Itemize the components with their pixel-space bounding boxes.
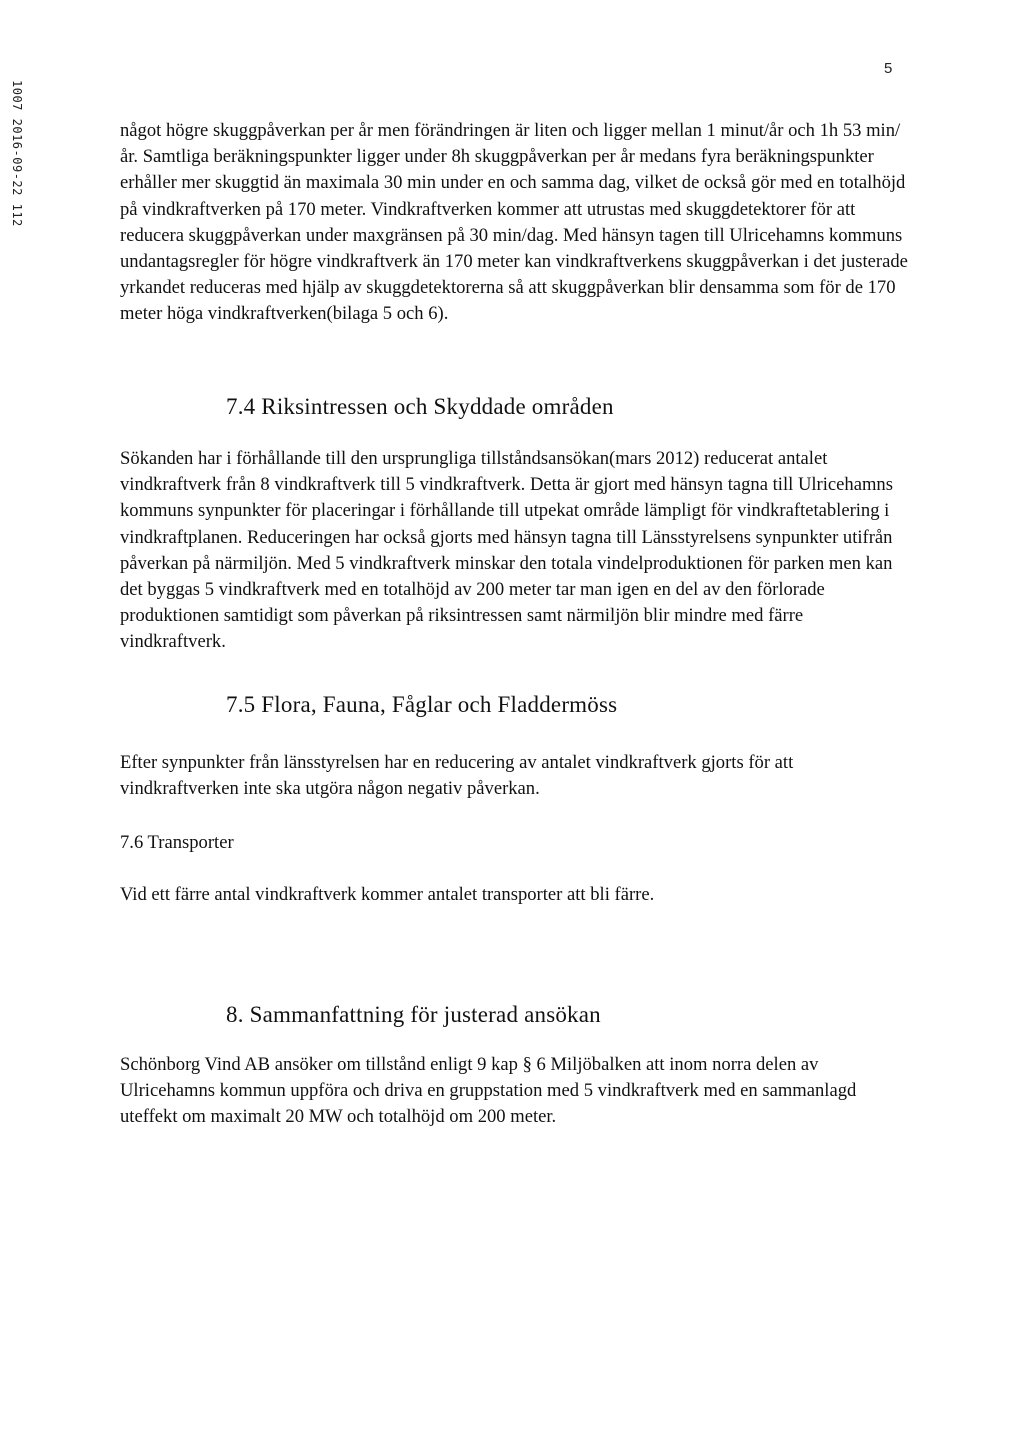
paragraph-shadow-impact: något högre skuggpåverkan per år men förändringen är liten och ligger mellan 1 minut/år och 1h 53 min/år. Samtliga beräkningspunkter ligger under 8h skuggpåverkan per år medans fyra beräkningspunkter erhåller mer skuggtid än maximala 30 min under en och samma dag, vilket de också gör med en totalhöjd på vindkraftverken på 170 meter. Vindkraftverken kommer att utrustas med skuggdetektorer för att reducera skuggpåverkan under maxgränsen på 30 min/dag. Med hänsyn tagen till Ulricehamns kommuns undantagsregler för högre vindkraftverk än 170 meter kan vindkraftverkens skuggpåverkan i det justerade yrkandet reduceras med hjälp av skuggdetektorerna så att skuggpåverkan blir densamma som för de 170 meter höga vindkraftverken(bilaga 5 och 6).	[120, 120, 908, 325]
paragraph-sammanfattning: Schönborg Vind AB ansöker om tillstånd enligt 9 kap § 6 Miljöbalken att inom norra delen av Ulricehamns kommun uppföra och driva en gruppstation med 5 vindkraftverk med en sammanlagd uteffekt om maximalt 20 MW och totalhöjd om 200 meter.	[120, 1054, 857, 1128]
heading-sammanfattning: 8. Sammanfattning för justerad ansökan	[226, 1002, 601, 1027]
paragraph-riksintressen: Sökanden har i förhållande till den ursprungliga tillståndsansökan(mars 2012) reducerat antalet vindkraftverk från 8 vindkraftverk till 5 vindkraftverk. Detta är gjort med hänsyn tagna till Ulricehamns kommuns synpunkter för placeringar i förhållande till utpekat område lämpligt för vindkraftetablering i vindkraftplanen. Reduceringen har också gjorts med hänsyn tagna till Länsstyrelsens synpunkter utifrån påverkan på närmiljön. Med 5 vindkraftverk minskar den totala vindelproduktionen för parken men kan det byggas 5 vindkraftverk med en totalhöjd av 200 meter tar man igen en del av den förlorade produktionen samtidigt som påverkan på riksintressen samt närmiljön blir mindre med färre vindkraftverk.	[120, 448, 893, 653]
heading-transporter: 7.6 Transporter	[120, 832, 234, 853]
paragraph-flora-fauna: Efter synpunkter från länsstyrelsen har en reducering av antalet vindkraftverk gjorts för att vindkraftverken inte ska utgöra någon negativ påverkan.	[120, 752, 794, 800]
side-stamp-text: 1007 2016-09-22 112	[10, 80, 24, 227]
heading-flora-fauna: 7.5 Flora, Fauna, Fåglar och Fladdermöss	[226, 692, 618, 717]
heading-riksintressen: 7.4 Riksintressen och Skyddade områden	[226, 394, 614, 419]
paragraph-transporter: Vid ett färre antal vindkraftverk kommer antalet transporter att bli färre.	[120, 884, 655, 905]
side-stamp	[6, 80, 26, 260]
page-number: 5	[884, 60, 893, 77]
